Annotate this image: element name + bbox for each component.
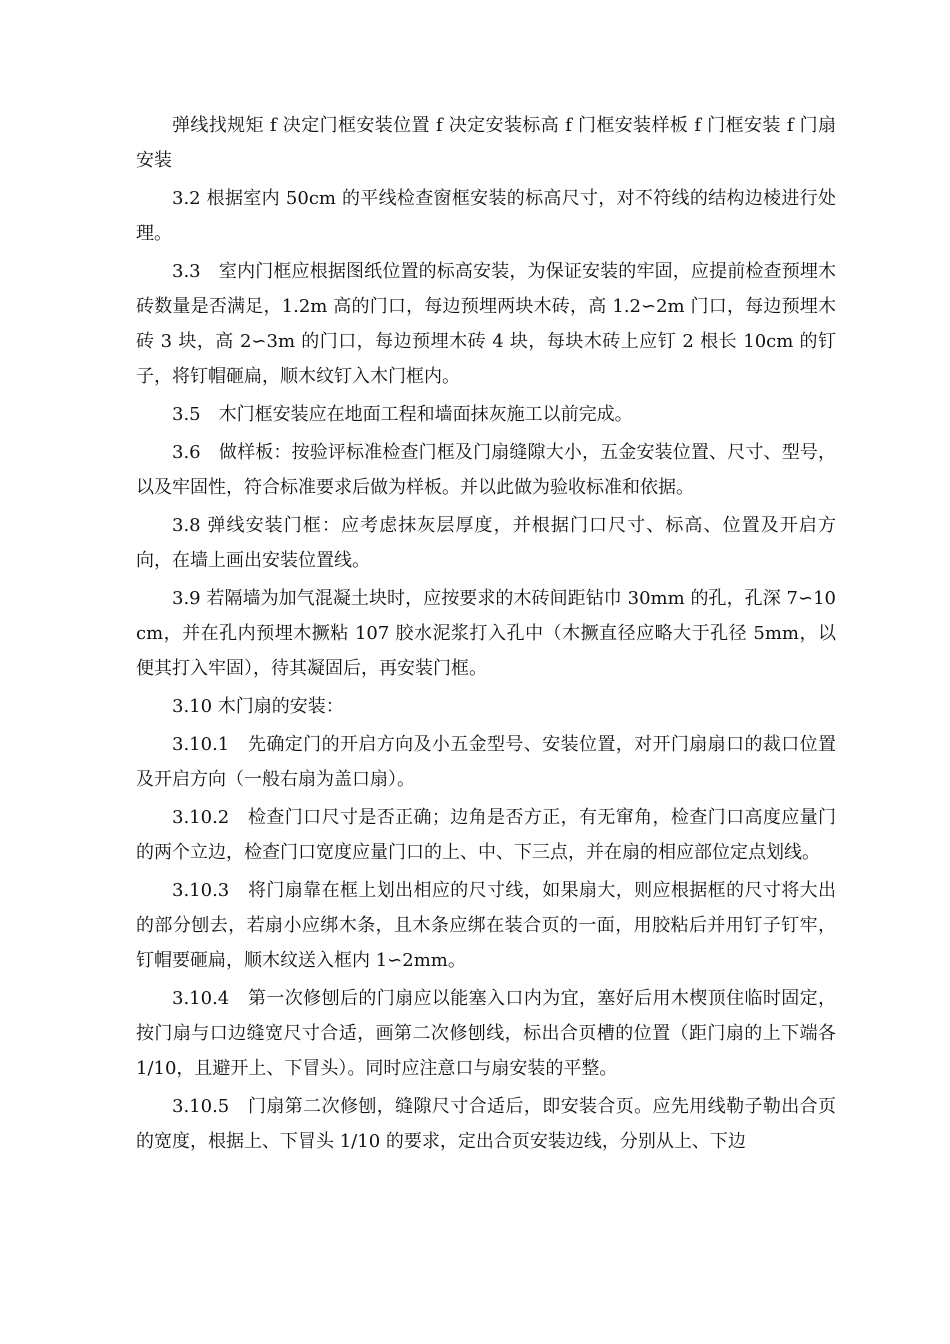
paragraph-3-9: 3.9 若隔墙为加气混凝土块时，应按要求的木砖间距钻巾 30mm 的孔，孔深 7∽10cm，并在孔内预埋木撅粘 107 胶水泥浆打入孔中（木撅直径应略大于孔径 5mm，以便其打入牢固），待其凝固后，再安装门框。 — [136, 588, 836, 679]
paragraph-3-8: 3.8 弹线安装门框：应考虑抹灰层厚度，并根据门口尺寸、标高、位置及开启方向，在墙上画出安装位置线。 — [136, 515, 836, 571]
paragraph-3-10-2: 3.10.2 检查门口尺寸是否正确；边角是否方正，有无窜角，检查门口高度应量门的两个立边，检查门口宽度应量门口的上、中、下三点，并在扇的相应部位定点划线。 — [136, 807, 836, 863]
paragraph-3-6: 3.6 做样板：按验评标准检查门框及门扇缝隙大小，五金安装位置、尺寸、型号，以及牢固性，符合标准要求后做为样板。并以此做为验收标准和依据。 — [136, 442, 836, 498]
paragraph-3-10-5: 3.10.5 门扇第二次修刨，缝隙尺寸合适后，即安装合页。应先用线勒子勒出合页的宽度，根据上、下冒头 1/10 的要求，定出合页安装边线，分别从上、下边 — [136, 1096, 836, 1152]
paragraph-3-5: 3.5 木门框安装应在地面工程和墙面抹灰施工以前完成。 — [172, 404, 633, 425]
paragraph-3-3: 3.3 室内门框应根据图纸位置的标高安装，为保证安装的牢固，应提前检查预埋木砖数量是否满足，1.2m 高的门口，每边预埋两块木砖，高 1.2∽2m 门口，每边预埋木砖 3 块，高 2∽3m 的门口，每边预埋木砖 4 块，每块木砖上应钉 2 根长 10cm 的钉子，将钉帽砸扁，顺木纹钉入木门框内。 — [136, 261, 836, 387]
paragraph-process-flow: 弹线找规矩 f 决定门框安装位置 f 决定安装标高 f 门框安装样板 f 门框安装 f 门扇安装 — [136, 115, 836, 171]
document-body — [136, 108, 836, 1162]
paragraph-3-10-3: 3.10.3 将门扇靠在框上划出相应的尺寸线，如果扇大，则应根据框的尺寸将大出的部分刨去，若扇小应绑木条，且木条应绑在装合页的一面，用胶粘后并用钉子钉牢，钉帽要砸扁，顺木纹送入框内 1∽2mm。 — [136, 880, 836, 971]
paragraph-3-2: 3.2 根据室内 50cm 的平线检查窗框安装的标高尺寸，对不符线的结构边棱进行处理。 — [136, 188, 836, 244]
paragraph-3-10-heading: 3.10 木门扇的安装： — [172, 696, 344, 717]
paragraph-3-10-4: 3.10.4 第一次修刨后的门扇应以能塞入口内为宜，塞好后用木楔顶住临时固定，按门扇与口边缝宽尺寸合适，画第二次修刨线，标出合页槽的位置（距门扇的上下端各 1/10，且避开上、下冒头）。同时应注意口与扇安装的平整。 — [136, 988, 836, 1079]
paragraph-3-10-1: 3.10.1 先确定门的开启方向及小五金型号、安装位置，对开门扇扇口的裁口位置及开启方向（一般右扇为盖口扇）。 — [136, 734, 836, 790]
